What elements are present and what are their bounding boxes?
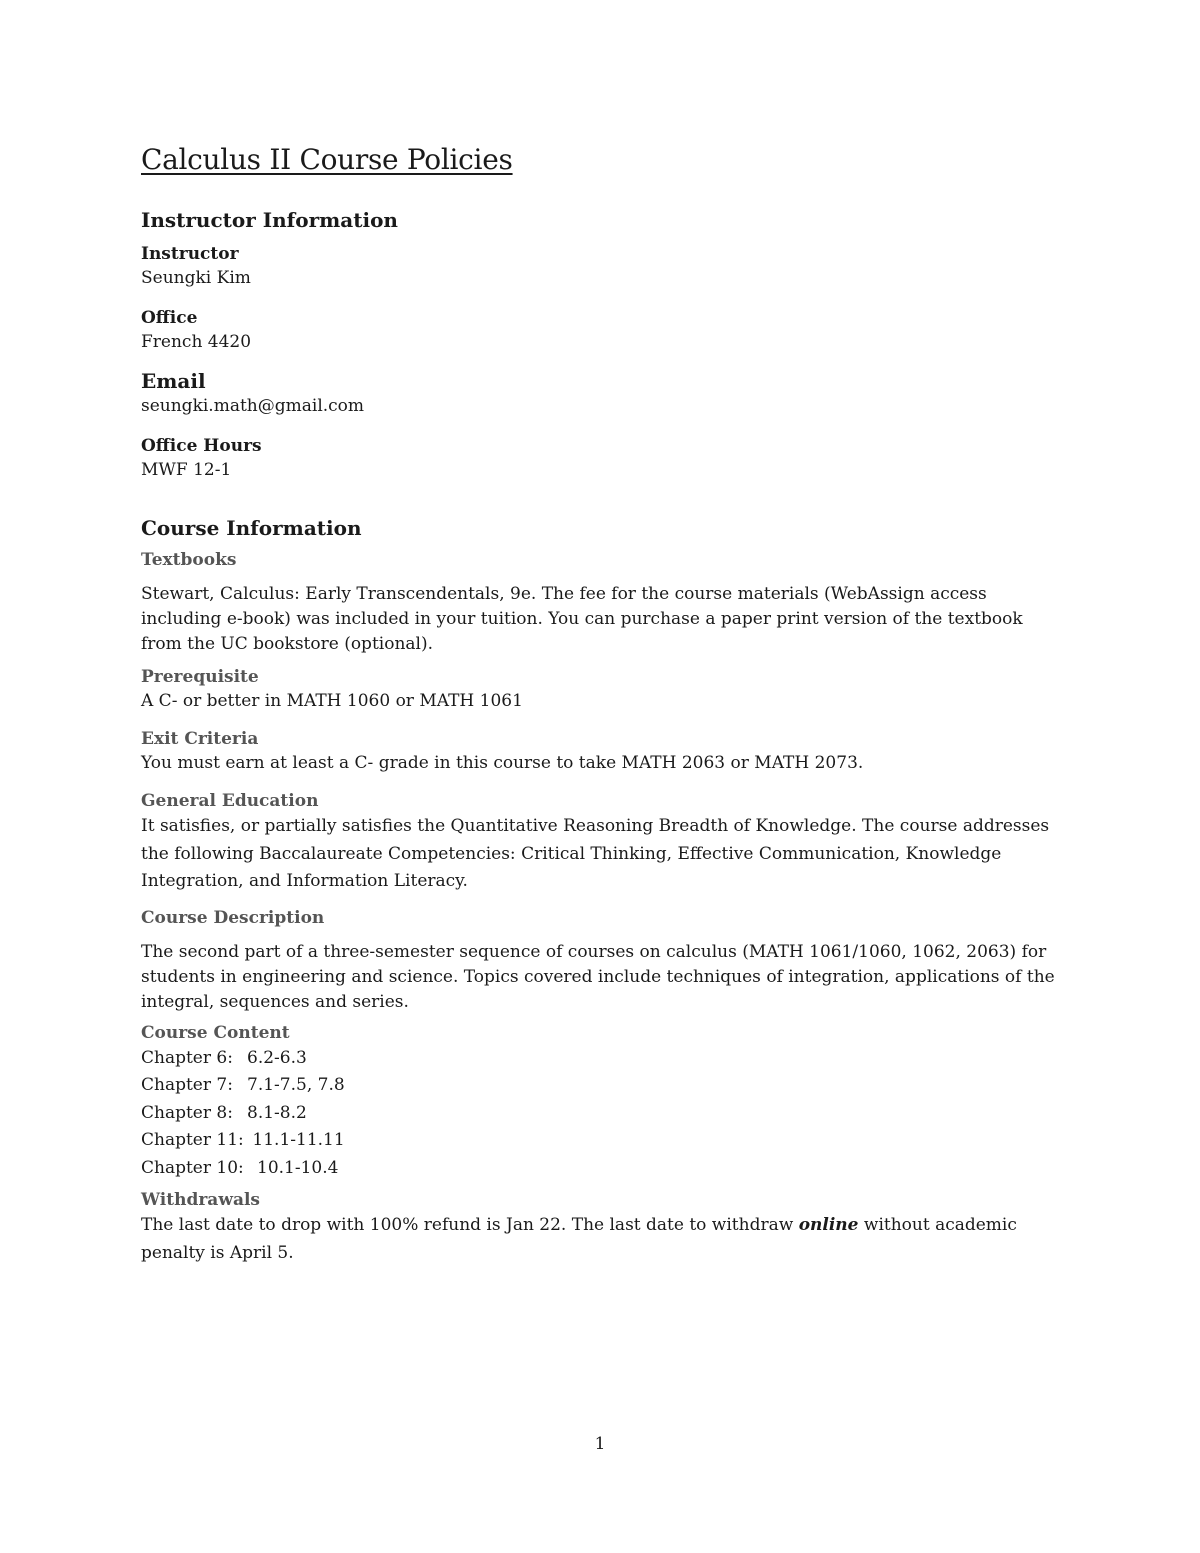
withdrawals-text-start: The last date to drop with 100% refund is Jan 22. The last date to withdraw bbox=[141, 1215, 799, 1235]
course-content-row bbox=[141, 1155, 1061, 1183]
office-value: French 4420 bbox=[141, 332, 252, 352]
page-title: Calculus II Course Policies bbox=[141, 143, 513, 176]
chapter-sections: 10.1-10.4 bbox=[257, 1157, 339, 1178]
course-content-row bbox=[141, 1100, 1061, 1128]
withdrawals-text-end: without academic penalty is April 5. bbox=[141, 1215, 1017, 1263]
page-number: 1 bbox=[594, 1434, 606, 1454]
withdrawals-text bbox=[141, 1212, 1061, 1267]
exit-criteria-text: You must earn at least a C- grade in this course to take MATH 2063 or MATH 2073. bbox=[141, 753, 864, 773]
office-hours-label: Office Hours bbox=[141, 436, 262, 456]
chapter-name: Chapter 7: bbox=[141, 1075, 233, 1095]
chapter-sections: 8.1-8.2 bbox=[247, 1102, 307, 1123]
email-label: Email bbox=[141, 369, 206, 393]
course-info-heading: Course Information bbox=[141, 516, 362, 540]
course-content-row bbox=[141, 1072, 1061, 1100]
prerequisite-text: A C- or better in MATH 1060 or MATH 1061 bbox=[141, 691, 523, 711]
chapter-sections: 11.1-11.11 bbox=[252, 1130, 345, 1150]
instructor-info-heading: Instructor Information bbox=[141, 208, 398, 232]
withdrawals-label: Withdrawals bbox=[141, 1190, 260, 1210]
exit-criteria-label: Exit Criteria bbox=[141, 729, 259, 749]
chapter-name: Chapter 11: bbox=[141, 1130, 244, 1150]
course-description-text: The second part of a three-semester sequence of courses on calculus (MATH 1061/1060, 1062, 2063) for students in engineering and science. Topics covered include techniques of integration, applications of the integral, sequences and series. bbox=[141, 941, 1055, 1012]
office-hours-value: MWF 12-1 bbox=[141, 460, 232, 480]
course-content-list bbox=[141, 1045, 1061, 1183]
email-value: seungki.math@gmail.com bbox=[141, 396, 365, 416]
textbooks-label: Textbooks bbox=[141, 550, 237, 570]
chapter-name: Chapter 8: bbox=[141, 1102, 233, 1123]
course-content-label: Course Content bbox=[141, 1022, 290, 1043]
prerequisite-label: Prerequisite bbox=[141, 667, 259, 687]
chapter-name: Chapter 10: bbox=[141, 1157, 244, 1178]
course-description-label: Course Description bbox=[141, 907, 325, 928]
chapter-sections: 6.2-6.3 bbox=[247, 1047, 307, 1068]
course-content-row bbox=[141, 1045, 1061, 1073]
general-education-text: It satisfies, or partially satisfies the Quantitative Reasoning Breadth of Knowledge. The course addresses the following Baccalaureate Competencies: Critical Thinking, Effective Communication, Knowledge Integration, and Information Literacy. bbox=[141, 816, 1050, 891]
textbooks-text: Stewart, Calculus: Early Transcendentals, 9e. The fee for the course materials (WebAssign access including e-book) was included in your tuition. You can purchase a paper print version of the textbook from the UC bookstore (optional). bbox=[141, 584, 1023, 654]
document-body bbox=[141, 140, 1061, 1267]
withdrawals-emphasis: online bbox=[798, 1215, 859, 1235]
instructor-value: Seungki Kim bbox=[141, 268, 251, 288]
chapter-sections: 7.1-7.5, 7.8 bbox=[247, 1075, 345, 1095]
office-label: Office bbox=[141, 308, 198, 328]
general-education-label: General Education bbox=[141, 791, 319, 811]
course-content-row bbox=[141, 1127, 1061, 1155]
chapter-name: Chapter 6: bbox=[141, 1047, 233, 1068]
instructor-label: Instructor bbox=[141, 244, 239, 264]
